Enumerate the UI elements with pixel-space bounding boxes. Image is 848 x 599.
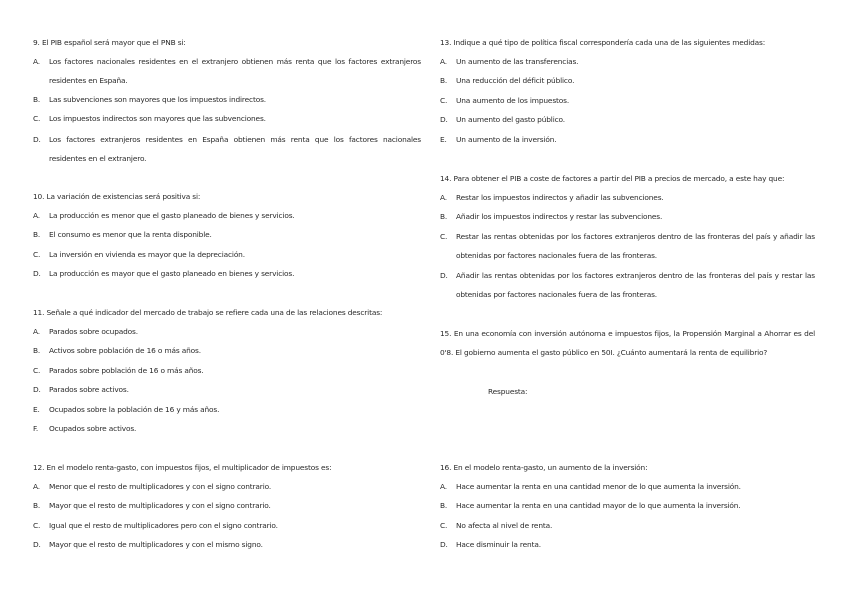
q11-option-e[interactable] [33, 405, 219, 415]
option-text: Un aumento del gasto público. [456, 115, 565, 124]
option-text: Los impuestos indirectos son mayores que las subvenciones. [49, 114, 266, 123]
option-letter: C. [440, 232, 448, 241]
option-text: Añadir los impuestos indirectos y restar las subvenciones. [456, 212, 663, 221]
option-letter: D. [33, 540, 41, 549]
option-letter: C. [33, 250, 41, 259]
option-text: Parados sobre activos. [49, 385, 129, 394]
option-letter: B. [33, 501, 41, 510]
option-text: Los factores extranjeros residentes en España obtienen más renta que los factores nacionales residentes en el extranjero. [49, 135, 421, 163]
option-letter: F. [33, 424, 39, 433]
q13-option-a[interactable] [440, 57, 578, 67]
option-text: Los factores nacionales residentes en el extranjero obtienen más renta que los factores extranjeros residentes en España. [49, 57, 421, 85]
option-text: La inversión en vivienda es mayor que la depreciación. [49, 250, 245, 259]
option-text: Parados sobre población de 16 o más años. [49, 366, 204, 375]
q9-option-c[interactable] [33, 114, 266, 124]
option-text: Activos sobre población de 16 o más años. [49, 346, 201, 355]
option-letter: A. [33, 211, 40, 220]
answer-label: Respuesta: [488, 387, 528, 396]
option-text: La producción es mayor que el gasto planeado en bienes y servicios. [49, 269, 295, 278]
q12-option-a[interactable] [33, 482, 271, 492]
option-letter: D. [440, 115, 448, 124]
option-letter: D. [33, 135, 41, 144]
option-text: Una aumento de los impuestos. [456, 96, 570, 105]
question-15-text: 15. En una economía con inversión autónoma e impuestos fijos, la Propensión Marginal a Ahorrar es del 0'8. El gobierno aumenta el gasto público en 50I. ¿Cuánto aumentará la renta de equilibrio? [440, 329, 815, 357]
q16-option-c[interactable] [440, 521, 552, 531]
option-letter: D. [33, 385, 41, 394]
q9-option-d[interactable] [33, 130, 421, 168]
q11-option-a[interactable] [33, 327, 138, 337]
option-text: Hace aumentar la renta en una cantidad menor de lo que aumenta la inversión. [456, 482, 741, 491]
option-letter: B. [33, 95, 41, 104]
option-text: Mayor que el resto de multiplicadores y con el mismo signo. [49, 540, 263, 549]
option-letter: A. [440, 482, 447, 491]
q16-option-d[interactable] [440, 540, 541, 550]
q13-option-b[interactable] [440, 76, 574, 86]
option-text: Un aumento de las transferencias. [456, 57, 579, 66]
q10-option-a[interactable] [33, 211, 295, 221]
option-letter: B. [440, 212, 448, 221]
option-letter: A. [33, 327, 40, 336]
q11-option-c[interactable] [33, 366, 204, 376]
option-letter: A. [440, 193, 447, 202]
q11-option-d[interactable] [33, 385, 129, 395]
option-letter: B. [440, 76, 448, 85]
q14-option-c[interactable] [440, 227, 815, 265]
question-10-text: 10. La variación de existencias será positiva si: [33, 192, 201, 201]
option-letter: C. [440, 96, 448, 105]
option-text: El consumo es menor que la renta disponible. [49, 230, 212, 239]
q10-option-d[interactable] [33, 269, 294, 279]
option-letter: C. [33, 114, 41, 123]
question-11-text: 11. Señale a qué indicador del mercado de trabajo se refiere cada una de las relaciones descritas: [33, 308, 383, 317]
question-12-text: 12. En el modelo renta-gasto, con impuestos fijos, el multiplicador de impuestos es: [33, 463, 332, 472]
q12-option-b[interactable] [33, 501, 271, 511]
option-letter: C. [33, 366, 41, 375]
q10-option-b[interactable] [33, 230, 212, 240]
option-letter: C. [33, 521, 41, 530]
option-letter: D. [440, 540, 448, 549]
q9-option-b[interactable] [33, 95, 266, 105]
option-letter: E. [440, 135, 447, 144]
option-letter: B. [33, 230, 41, 239]
option-text: Las subvenciones son mayores que los impuestos indirectos. [49, 95, 266, 104]
option-letter: C. [440, 521, 448, 530]
option-letter: B. [440, 501, 448, 510]
option-text: Igual que el resto de multiplicadores pero con el signo contrario. [49, 521, 278, 530]
option-text: Mayor que el resto de multiplicadores y con el signo contrario. [49, 501, 271, 510]
question-16-text: 16. En el modelo renta-gasto, un aumento de la inversión: [440, 463, 648, 472]
option-text: Un aumento de la inversión. [456, 135, 557, 144]
option-letter: D. [33, 269, 41, 278]
option-text: Restar las rentas obtenidas por los factores extranjeros dentro de las fronteras del país y añadir las obtenidas por factores nacionales fuera de las fronteras. [456, 232, 815, 260]
question-13-text: 13. Indique a qué tipo de política fiscal correspondería cada una de las siguientes medidas: [440, 38, 766, 47]
option-text: Una reducción del déficit público. [456, 76, 575, 85]
option-text: Parados sobre ocupados. [49, 327, 138, 336]
q10-option-c[interactable] [33, 250, 245, 260]
option-letter: A. [33, 482, 40, 491]
q11-option-f[interactable] [33, 424, 136, 434]
question-9-text: 9. El PIB español será mayor que el PNB si: [33, 38, 186, 47]
q14-option-d[interactable] [440, 266, 815, 304]
q13-option-c[interactable] [440, 96, 569, 106]
option-text: Hace aumentar la renta en una cantidad mayor de lo que aumenta la inversión. [456, 501, 741, 510]
q9-option-a[interactable] [33, 52, 421, 90]
q14-option-b[interactable] [440, 212, 662, 222]
option-letter: D. [440, 271, 448, 280]
option-text: Restar los impuestos indirectos y añadir las subvenciones. [456, 193, 664, 202]
option-text: Hace disminuir la renta. [456, 540, 541, 549]
option-letter: B. [33, 346, 41, 355]
option-text: La producción es menor que el gasto planeado de bienes y servicios. [49, 211, 295, 220]
option-letter: A. [440, 57, 447, 66]
q12-option-d[interactable] [33, 540, 263, 550]
q16-option-b[interactable] [440, 501, 741, 511]
option-text: Menor que el resto de multiplicadores y con el signo contrario. [49, 482, 272, 491]
q11-option-b[interactable] [33, 346, 201, 356]
option-text: No afecta al nivel de renta. [456, 521, 553, 530]
q13-option-e[interactable] [440, 135, 556, 145]
option-text: Ocupados sobre activos. [49, 424, 137, 433]
option-text: Añadir las rentas obtenidas por los factores extranjeros dentro de las fronteras del país y restar las obtenidas por factores nacionales fuera de las fronteras. [456, 271, 815, 299]
q16-option-a[interactable] [440, 482, 741, 492]
q13-option-d[interactable] [440, 115, 565, 125]
question-14-text: 14. Para obtener el PIB a coste de factores a partir del PIB a precios de mercado, a este hay que: [440, 174, 785, 183]
option-letter: E. [33, 405, 40, 414]
option-text: Ocupados sobre la población de 16 y más años. [49, 405, 220, 414]
q12-option-c[interactable] [33, 521, 278, 531]
q14-option-a[interactable] [440, 193, 664, 203]
option-letter: A. [33, 57, 40, 66]
